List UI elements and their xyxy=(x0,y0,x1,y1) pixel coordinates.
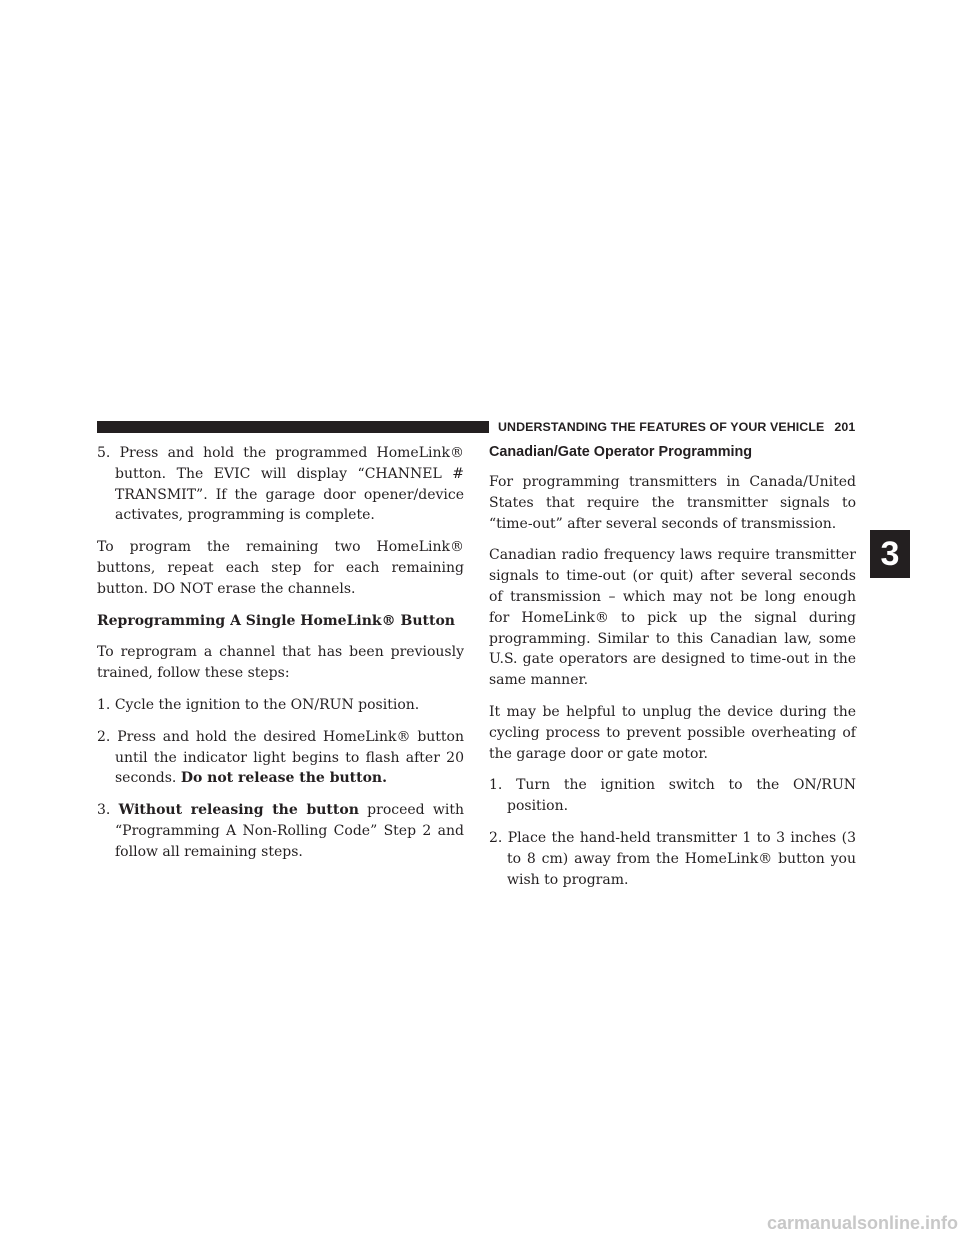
chapter-tab: 3 xyxy=(870,530,910,578)
paragraph-remaining-buttons: To program the remaining two HomeLink® buttons, repeat each step for each remaining button. DO NOT erase the channels. xyxy=(97,539,464,597)
paragraph-unplug-tip: It may be helpful to unplug the device during the cycling process to prevent possible overheating of the garage door or gate motor. xyxy=(489,703,856,762)
left-column xyxy=(97,443,464,874)
right-column xyxy=(489,443,856,901)
header-rule xyxy=(97,421,489,433)
step-number: 2. xyxy=(489,829,503,846)
step-text-bold: Do not release the button. xyxy=(180,770,387,787)
paragraph-reprogram-intro: To reprogram a channel that has been previously trained, follow these steps: xyxy=(97,644,464,682)
step-text: Place the hand-held transmitter 1 to 3 inches (3 to 8 cm) away from the HomeLink® button you wish to program. xyxy=(507,829,856,888)
paragraph-intro: For programming transmitters in Canada/United States that require the transmitter signals to “time-out” after several seconds of transmission. xyxy=(489,474,856,532)
step-number: 5. xyxy=(97,445,111,461)
step-2 xyxy=(97,727,464,789)
step-text: Press and hold the programmed HomeLink® button. The EVIC will display “CHANNEL # TRANSMIT”. If the garage door opener/device activates, programming is complete. xyxy=(115,445,464,524)
step-number: 3. xyxy=(97,802,111,819)
watermark: carmanualsonline.info xyxy=(766,1213,958,1233)
step-text: Cycle the ignition to the ON/RUN position. xyxy=(114,696,420,713)
step-1 xyxy=(489,775,856,817)
step-text-bold: Without releasing the button xyxy=(118,802,359,819)
step-text: proceed with “Programming A Non-Rolling Code” Step 2 and follow all remaining steps. xyxy=(115,802,465,860)
section-title: UNDERSTANDING THE FEATURES OF YOUR VEHICLE xyxy=(498,420,825,434)
page-number: 201 xyxy=(834,420,856,434)
section-heading: Canadian/Gate Operator Programming xyxy=(489,444,753,460)
subheading-reprogramming: Reprogramming A Single HomeLink® Button xyxy=(97,612,455,629)
step-1 xyxy=(97,695,464,716)
step-text: Turn the ignition switch to the ON/RUN position. xyxy=(507,777,856,815)
step-number: 1. xyxy=(489,777,503,794)
step-3 xyxy=(97,800,464,862)
step-5 xyxy=(97,443,464,526)
step-text: Press and hold the desired HomeLink® button until the indicator light begins to flash after 20 seconds. xyxy=(115,728,464,787)
paragraph-canadian-law: Canadian radio frequency laws require transmitter signals to time-out (or quit) after several seconds of transmission – which may not be long enough for HomeLink® to pick up the signal during programming. Similar to this Canadian law, some U.S. gate operators are designed to time-out in the same manner. xyxy=(489,547,856,689)
step-2 xyxy=(489,828,856,890)
step-number: 1. xyxy=(97,696,111,713)
running-header xyxy=(498,418,862,436)
step-number: 2. xyxy=(97,728,111,745)
